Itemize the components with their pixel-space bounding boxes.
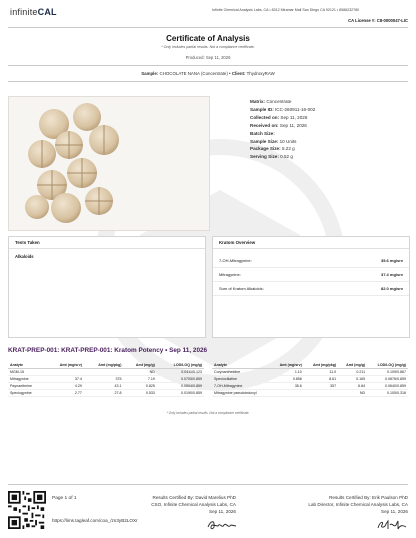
overview-row bbox=[213, 268, 409, 282]
overview-value: 35.6 mg/srv bbox=[380, 258, 403, 263]
analyte-cell: 7-OH-Mitragynine bbox=[212, 383, 271, 390]
analyte-cell: MGM-15 bbox=[8, 369, 46, 376]
kratom-overview-panel bbox=[212, 236, 410, 338]
detail-label: Received on: bbox=[250, 122, 279, 128]
potency-table-left bbox=[8, 362, 204, 397]
value-cell: 37.4 bbox=[46, 376, 84, 383]
certifier-name: Results Certified By: David Marelius PhD bbox=[152, 495, 236, 500]
value-cell: 0.825 bbox=[123, 383, 156, 390]
divider bbox=[8, 81, 408, 82]
column-header: Analyte bbox=[212, 362, 271, 369]
detail-label: Serving Size: bbox=[250, 154, 279, 160]
signature-2-icon bbox=[376, 519, 408, 531]
sample-client-line bbox=[0, 71, 416, 76]
column-header: Amt (mg/pkg) bbox=[304, 362, 338, 369]
value-cell bbox=[84, 369, 124, 376]
detail-label: Collected on: bbox=[250, 114, 280, 120]
certifier-date: Sep 11, 2026 bbox=[209, 509, 236, 515]
certifier-date: Sep 11, 2026 bbox=[381, 509, 408, 515]
kratom-overview-heading: Kratom Overview bbox=[213, 237, 409, 249]
table-row bbox=[212, 383, 408, 390]
value-cell: 27.8 bbox=[84, 390, 124, 397]
detail-value: ICC-260911-16-002 bbox=[275, 106, 316, 112]
value-cell: 1.10 bbox=[271, 369, 304, 376]
detail-value: 10 Units bbox=[279, 138, 297, 144]
lab-address: Infinite Chemical Analysis Labs, CA • 8312 Miramar Mall San Diego CA 92121 • 8586232780 bbox=[212, 8, 360, 12]
certifier-name: Results Certified By: Erik Paulson PhD bbox=[329, 495, 408, 500]
detail-value: Sep 11, 2026 bbox=[280, 114, 308, 120]
logo-prefix: infinite bbox=[10, 7, 38, 17]
value-cell: 0.858 bbox=[271, 376, 304, 383]
detail-row bbox=[250, 145, 315, 153]
license-number: CA License #: C8-0000047-LIC bbox=[348, 18, 408, 23]
table-row bbox=[8, 390, 204, 397]
overview-label: 7-OH-Mitragynine: bbox=[219, 258, 252, 263]
value-cell: 0.109/0.867 bbox=[367, 369, 408, 376]
separator: • bbox=[229, 71, 231, 76]
detail-value: 5.22 g bbox=[281, 146, 295, 152]
value-cell: 0.0411/0.123 bbox=[157, 369, 204, 376]
value-cell: ND bbox=[123, 369, 156, 376]
value-cell bbox=[304, 390, 338, 397]
overview-value: 37.4 mg/srv bbox=[380, 272, 403, 277]
value-cell: 0.105/0.316 bbox=[367, 390, 408, 397]
analyte-cell: Speciogynine bbox=[8, 390, 46, 397]
sample-details bbox=[250, 98, 315, 161]
value-cell: 2.77 bbox=[46, 390, 84, 397]
detail-row bbox=[250, 106, 315, 114]
value-cell bbox=[271, 390, 304, 397]
table-row bbox=[8, 376, 204, 383]
value-cell: 43.1 bbox=[84, 383, 124, 390]
value-cell: 0.0504/0.859 bbox=[157, 383, 204, 390]
value-cell: 0.533 bbox=[123, 390, 156, 397]
divider bbox=[8, 65, 408, 66]
value-cell: 0.0705/0.859 bbox=[157, 376, 204, 383]
signature-1-icon bbox=[206, 519, 238, 531]
value-cell: 357 bbox=[304, 383, 338, 390]
detail-value: Sep 11, 2026 bbox=[279, 122, 307, 128]
page-number: Page 1 of 1 bbox=[52, 496, 77, 501]
detail-row bbox=[250, 98, 315, 106]
detail-label: Sample ID: bbox=[250, 106, 274, 112]
product-photo bbox=[8, 96, 210, 231]
table-row bbox=[212, 369, 408, 376]
overview-label: Sum of Kratom Alkaloids: bbox=[219, 286, 264, 291]
column-header: Amt (mg/pkg) bbox=[84, 362, 124, 369]
table-row bbox=[212, 390, 408, 397]
overview-label: Mitragynine: bbox=[219, 272, 241, 277]
value-cell: 8.61 bbox=[304, 376, 338, 383]
value-cell: 0.0876/0.859 bbox=[367, 376, 408, 383]
client-value: ThydroxyRAW bbox=[246, 71, 275, 76]
analyte-cell: Paynantheine bbox=[8, 383, 46, 390]
certifier-title: CSO, Infinite Chemical Analysis Labs, CA bbox=[151, 502, 236, 508]
test-item: Alkaloids bbox=[15, 254, 34, 259]
value-cell: 7.19 bbox=[123, 376, 156, 383]
partial-results-note: * Only includes partial results. Not a compliance certificate. bbox=[161, 45, 255, 49]
detail-row bbox=[250, 130, 315, 138]
logo-suffix: CAL bbox=[37, 7, 57, 17]
document-title: Certificate of Analysis bbox=[166, 34, 250, 43]
value-cell: 0.165 bbox=[338, 376, 367, 383]
value-cell: 35.6 bbox=[271, 383, 304, 390]
client-label: Client: bbox=[231, 71, 246, 76]
detail-label: Package Size: bbox=[250, 146, 281, 152]
analyte-cell: Mitragynine bbox=[8, 376, 46, 383]
detail-label: Matrix: bbox=[250, 99, 266, 104]
value-cell bbox=[46, 369, 84, 376]
tests-taken-panel bbox=[8, 236, 206, 338]
analyte-cell: Mitragynine pseudoindoxyl bbox=[212, 390, 271, 397]
value-cell: ND bbox=[338, 390, 367, 397]
detail-label: Sample Size: bbox=[250, 138, 279, 144]
tests-taken-heading: Tests Taken bbox=[9, 237, 205, 249]
detail-value: 0.52 g bbox=[280, 154, 293, 160]
column-header: Analyte bbox=[8, 362, 46, 369]
value-cell: 11.0 bbox=[304, 369, 338, 376]
value-cell: 0.0640/0.859 bbox=[367, 383, 408, 390]
detail-row bbox=[250, 153, 315, 161]
potency-footnote: * Only includes partial results. Not a compliance certificate. bbox=[166, 411, 250, 415]
analyte-cell: Corynantheidine bbox=[212, 369, 271, 376]
certifier-1 bbox=[151, 494, 236, 516]
value-cell: 6.84 bbox=[338, 383, 367, 390]
certifier-2 bbox=[308, 494, 408, 516]
lab-logo bbox=[10, 7, 57, 17]
coa-link[interactable]: https://lims.tagleaf.com/coa_/zn3yB2LOXr bbox=[52, 518, 138, 523]
column-header: Amt (mg/srv) bbox=[271, 362, 304, 369]
detail-label: Batch Size: bbox=[250, 130, 275, 136]
overview-row bbox=[213, 254, 409, 268]
detail-row bbox=[250, 138, 315, 146]
detail-row bbox=[250, 122, 315, 130]
sample-value: CHOCOLATE NANA (Concentrate) bbox=[159, 71, 228, 76]
column-header: LOD/LOQ (mg/g) bbox=[367, 362, 408, 369]
certifier-title: Lab Director, Infinite Chemical Analysis Labs, CA bbox=[308, 502, 408, 508]
table-row bbox=[212, 376, 408, 383]
column-header: Amt (mg/g) bbox=[338, 362, 367, 369]
value-cell: 4.29 bbox=[46, 383, 84, 390]
qr-code-icon[interactable] bbox=[8, 491, 46, 529]
overview-row bbox=[213, 282, 409, 296]
column-header: Amt (mg/g) bbox=[123, 362, 156, 369]
potency-section-title: KRAT-PREP-001: KRAT-PREP-001: Kratom Potency • Sep 11, 2026 bbox=[8, 347, 208, 354]
analyte-cell: Speciociliatine bbox=[212, 376, 271, 383]
sample-label: Sample: bbox=[141, 71, 159, 76]
table-row bbox=[8, 383, 204, 390]
header-divider bbox=[8, 27, 408, 28]
table-row bbox=[8, 369, 204, 376]
footer-divider bbox=[8, 484, 408, 485]
potency-table-right bbox=[212, 362, 408, 397]
column-header: Amt (mg/srv) bbox=[46, 362, 84, 369]
value-cell: 375 bbox=[84, 376, 124, 383]
column-header: LOD/LOQ (mg/g) bbox=[157, 362, 204, 369]
overview-value: 82.0 mg/srv bbox=[380, 286, 403, 291]
detail-row bbox=[250, 114, 315, 122]
value-cell: 0.0190/0.859 bbox=[157, 390, 204, 397]
value-cell: 0.211 bbox=[338, 369, 367, 376]
produced-date: Produced: Sep 11, 2026 bbox=[185, 55, 231, 60]
detail-value: Concentrate bbox=[266, 99, 292, 104]
